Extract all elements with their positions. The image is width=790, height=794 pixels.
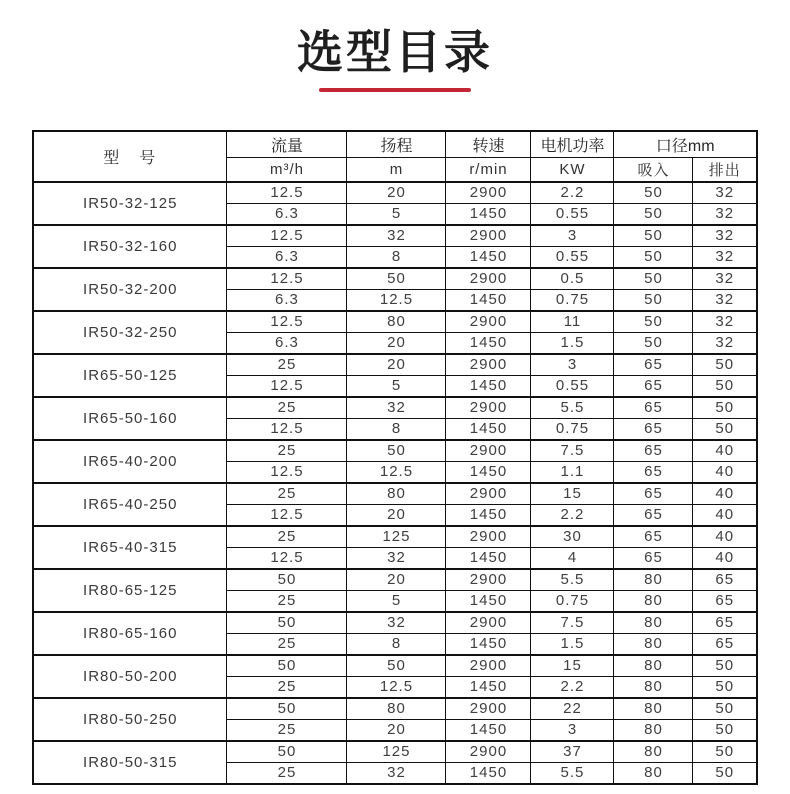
value-cell: 12.5 bbox=[227, 461, 347, 483]
table-row bbox=[33, 182, 757, 204]
value-cell: 3 bbox=[531, 225, 614, 247]
value-cell: 32 bbox=[693, 203, 757, 225]
value-cell: 50 bbox=[693, 762, 757, 784]
value-cell: 6.3 bbox=[227, 246, 347, 268]
col-header-speed: 转速 bbox=[446, 131, 531, 158]
value-cell: 50 bbox=[693, 676, 757, 698]
value-cell: 32 bbox=[347, 612, 446, 634]
value-cell: 12.5 bbox=[227, 547, 347, 569]
value-cell: 2900 bbox=[446, 182, 531, 204]
col-header-model: 型 号 bbox=[33, 131, 227, 182]
value-cell: 80 bbox=[614, 741, 693, 763]
table-header bbox=[33, 131, 757, 182]
value-cell: 12.5 bbox=[347, 289, 446, 311]
value-cell: 30 bbox=[531, 526, 614, 548]
value-cell: 50 bbox=[614, 311, 693, 333]
value-cell: 1450 bbox=[446, 547, 531, 569]
model-cell: IR80-65-125 bbox=[33, 569, 227, 612]
model-cell: IR65-50-125 bbox=[33, 354, 227, 397]
value-cell: 65 bbox=[614, 440, 693, 462]
value-cell: 20 bbox=[347, 504, 446, 526]
table-row bbox=[33, 569, 757, 591]
col-header-diameter: 口径mm bbox=[614, 131, 757, 158]
value-cell: 2900 bbox=[446, 440, 531, 462]
value-cell: 50 bbox=[693, 655, 757, 677]
value-cell: 7.5 bbox=[531, 440, 614, 462]
value-cell: 12.5 bbox=[227, 375, 347, 397]
value-cell: 1450 bbox=[446, 461, 531, 483]
value-cell: 65 bbox=[693, 590, 757, 612]
value-cell: 20 bbox=[347, 354, 446, 376]
value-cell: 3 bbox=[531, 719, 614, 741]
value-cell: 1450 bbox=[446, 418, 531, 440]
model-cell: IR80-50-315 bbox=[33, 741, 227, 784]
value-cell: 8 bbox=[347, 633, 446, 655]
value-cell: 80 bbox=[347, 698, 446, 720]
model-cell: IR65-50-160 bbox=[33, 397, 227, 440]
value-cell: 5 bbox=[347, 203, 446, 225]
selection-table bbox=[32, 130, 758, 785]
value-cell: 1450 bbox=[446, 504, 531, 526]
col-header-flow: 流量 bbox=[227, 131, 347, 158]
table-row bbox=[33, 526, 757, 548]
value-cell: 25 bbox=[227, 633, 347, 655]
value-cell: 0.5 bbox=[531, 268, 614, 290]
value-cell: 65 bbox=[614, 354, 693, 376]
value-cell: 1450 bbox=[446, 762, 531, 784]
model-cell: IR65-40-315 bbox=[33, 526, 227, 569]
value-cell: 80 bbox=[614, 655, 693, 677]
value-cell: 40 bbox=[693, 440, 757, 462]
value-cell: 25 bbox=[227, 483, 347, 505]
value-cell: 2900 bbox=[446, 741, 531, 763]
model-cell: IR50-32-250 bbox=[33, 311, 227, 354]
value-cell: 65 bbox=[614, 526, 693, 548]
value-cell: 65 bbox=[614, 547, 693, 569]
value-cell: 80 bbox=[347, 483, 446, 505]
model-cell: IR65-40-250 bbox=[33, 483, 227, 526]
value-cell: 0.55 bbox=[531, 375, 614, 397]
value-cell: 0.55 bbox=[531, 246, 614, 268]
value-cell: 12.5 bbox=[227, 504, 347, 526]
value-cell: 20 bbox=[347, 182, 446, 204]
value-cell: 40 bbox=[693, 526, 757, 548]
value-cell: 6.3 bbox=[227, 332, 347, 354]
table-row bbox=[33, 483, 757, 505]
value-cell: 2900 bbox=[446, 354, 531, 376]
value-cell: 32 bbox=[693, 289, 757, 311]
value-cell: 32 bbox=[693, 182, 757, 204]
value-cell: 37 bbox=[531, 741, 614, 763]
value-cell: 50 bbox=[693, 741, 757, 763]
value-cell: 50 bbox=[693, 418, 757, 440]
value-cell: 22 bbox=[531, 698, 614, 720]
table-row bbox=[33, 440, 757, 462]
value-cell: 65 bbox=[693, 612, 757, 634]
value-cell: 50 bbox=[227, 569, 347, 591]
title-underline bbox=[319, 88, 471, 92]
value-cell: 80 bbox=[614, 590, 693, 612]
value-cell: 32 bbox=[693, 246, 757, 268]
value-cell: 50 bbox=[227, 698, 347, 720]
value-cell: 2900 bbox=[446, 483, 531, 505]
value-cell: 40 bbox=[693, 461, 757, 483]
value-cell: 80 bbox=[614, 719, 693, 741]
value-cell: 32 bbox=[347, 225, 446, 247]
table-row bbox=[33, 225, 757, 247]
value-cell: 8 bbox=[347, 246, 446, 268]
value-cell: 50 bbox=[693, 397, 757, 419]
value-cell: 65 bbox=[614, 397, 693, 419]
value-cell: 3 bbox=[531, 354, 614, 376]
value-cell: 50 bbox=[347, 440, 446, 462]
value-cell: 1.1 bbox=[531, 461, 614, 483]
value-cell: 50 bbox=[614, 182, 693, 204]
value-cell: 0.55 bbox=[531, 203, 614, 225]
value-cell: 11 bbox=[531, 311, 614, 333]
value-cell: 50 bbox=[693, 354, 757, 376]
value-cell: 1450 bbox=[446, 719, 531, 741]
value-cell: 32 bbox=[693, 268, 757, 290]
value-cell: 25 bbox=[227, 590, 347, 612]
value-cell: 32 bbox=[347, 547, 446, 569]
value-cell: 2900 bbox=[446, 569, 531, 591]
value-cell: 0.75 bbox=[531, 590, 614, 612]
value-cell: 65 bbox=[693, 633, 757, 655]
table-row bbox=[33, 268, 757, 290]
value-cell: 40 bbox=[693, 483, 757, 505]
value-cell: 32 bbox=[347, 762, 446, 784]
table-row bbox=[33, 655, 757, 677]
value-cell: 1450 bbox=[446, 375, 531, 397]
value-cell: 1450 bbox=[446, 289, 531, 311]
value-cell: 65 bbox=[614, 418, 693, 440]
model-cell: IR80-65-160 bbox=[33, 612, 227, 655]
value-cell: 2900 bbox=[446, 397, 531, 419]
value-cell: 1.5 bbox=[531, 633, 614, 655]
value-cell: 50 bbox=[693, 698, 757, 720]
value-cell: 25 bbox=[227, 397, 347, 419]
value-cell: 50 bbox=[227, 741, 347, 763]
model-cell: IR80-50-250 bbox=[33, 698, 227, 741]
value-cell: 2900 bbox=[446, 655, 531, 677]
value-cell: 2.2 bbox=[531, 676, 614, 698]
value-cell: 1450 bbox=[446, 332, 531, 354]
value-cell: 15 bbox=[531, 655, 614, 677]
value-cell: 2900 bbox=[446, 225, 531, 247]
value-cell: 12.5 bbox=[347, 461, 446, 483]
value-cell: 5 bbox=[347, 375, 446, 397]
value-cell: 50 bbox=[347, 268, 446, 290]
value-cell: 12.5 bbox=[227, 182, 347, 204]
table-body bbox=[33, 182, 757, 784]
value-cell: 125 bbox=[347, 741, 446, 763]
value-cell: 65 bbox=[614, 504, 693, 526]
value-cell: 1450 bbox=[446, 590, 531, 612]
table-row bbox=[33, 397, 757, 419]
value-cell: 4 bbox=[531, 547, 614, 569]
value-cell: 65 bbox=[614, 461, 693, 483]
value-cell: 1450 bbox=[446, 203, 531, 225]
value-cell: 80 bbox=[614, 762, 693, 784]
value-cell: 0.75 bbox=[531, 418, 614, 440]
table-row bbox=[33, 741, 757, 763]
value-cell: 25 bbox=[227, 354, 347, 376]
value-cell: 40 bbox=[693, 547, 757, 569]
value-cell: 25 bbox=[227, 526, 347, 548]
value-cell: 125 bbox=[347, 526, 446, 548]
value-cell: 2900 bbox=[446, 311, 531, 333]
model-cell: IR50-32-200 bbox=[33, 268, 227, 311]
value-cell: 12.5 bbox=[227, 418, 347, 440]
value-cell: 80 bbox=[614, 569, 693, 591]
value-cell: 20 bbox=[347, 332, 446, 354]
table-row bbox=[33, 354, 757, 376]
value-cell: 25 bbox=[227, 762, 347, 784]
value-cell: 2900 bbox=[446, 268, 531, 290]
value-cell: 80 bbox=[614, 676, 693, 698]
value-cell: 20 bbox=[347, 719, 446, 741]
value-cell: 32 bbox=[347, 397, 446, 419]
value-cell: 0.75 bbox=[531, 289, 614, 311]
value-cell: 65 bbox=[614, 483, 693, 505]
value-cell: 32 bbox=[693, 332, 757, 354]
col-header-discharge: 排出 bbox=[693, 157, 757, 182]
value-cell: 2900 bbox=[446, 612, 531, 634]
value-cell: 2900 bbox=[446, 526, 531, 548]
col-header-head-unit: m bbox=[347, 157, 446, 182]
value-cell: 80 bbox=[614, 698, 693, 720]
value-cell: 25 bbox=[227, 440, 347, 462]
value-cell: 80 bbox=[614, 612, 693, 634]
value-cell: 25 bbox=[227, 676, 347, 698]
value-cell: 50 bbox=[227, 612, 347, 634]
value-cell: 80 bbox=[347, 311, 446, 333]
col-header-power-unit: KW bbox=[531, 157, 614, 182]
value-cell: 50 bbox=[614, 225, 693, 247]
value-cell: 15 bbox=[531, 483, 614, 505]
value-cell: 5.5 bbox=[531, 569, 614, 591]
col-header-suction: 吸入 bbox=[614, 157, 693, 182]
value-cell: 6.3 bbox=[227, 203, 347, 225]
model-cell: IR80-50-200 bbox=[33, 655, 227, 698]
model-cell: IR65-40-200 bbox=[33, 440, 227, 483]
value-cell: 5 bbox=[347, 590, 446, 612]
value-cell: 50 bbox=[614, 332, 693, 354]
value-cell: 50 bbox=[614, 203, 693, 225]
value-cell: 12.5 bbox=[227, 311, 347, 333]
value-cell: 65 bbox=[693, 569, 757, 591]
col-header-flow-unit: m³/h bbox=[227, 157, 347, 182]
value-cell: 50 bbox=[614, 246, 693, 268]
value-cell: 50 bbox=[227, 655, 347, 677]
value-cell: 2.2 bbox=[531, 182, 614, 204]
value-cell: 5.5 bbox=[531, 762, 614, 784]
value-cell: 32 bbox=[693, 311, 757, 333]
value-cell: 7.5 bbox=[531, 612, 614, 634]
value-cell: 50 bbox=[693, 375, 757, 397]
value-cell: 2900 bbox=[446, 698, 531, 720]
value-cell: 12.5 bbox=[227, 268, 347, 290]
col-header-power: 电机功率 bbox=[531, 131, 614, 158]
value-cell: 50 bbox=[693, 719, 757, 741]
value-cell: 1450 bbox=[446, 676, 531, 698]
value-cell: 6.3 bbox=[227, 289, 347, 311]
table-row bbox=[33, 612, 757, 634]
value-cell: 40 bbox=[693, 504, 757, 526]
value-cell: 2.2 bbox=[531, 504, 614, 526]
value-cell: 12.5 bbox=[227, 225, 347, 247]
value-cell: 25 bbox=[227, 719, 347, 741]
value-cell: 65 bbox=[614, 375, 693, 397]
value-cell: 50 bbox=[614, 289, 693, 311]
value-cell: 5.5 bbox=[531, 397, 614, 419]
page-title: 选型目录 bbox=[297, 26, 493, 78]
model-cell: IR50-32-160 bbox=[33, 225, 227, 268]
value-cell: 50 bbox=[614, 268, 693, 290]
col-header-speed-unit: r/min bbox=[446, 157, 531, 182]
table-row bbox=[33, 311, 757, 333]
value-cell: 20 bbox=[347, 569, 446, 591]
value-cell: 1450 bbox=[446, 246, 531, 268]
value-cell: 50 bbox=[347, 655, 446, 677]
value-cell: 8 bbox=[347, 418, 446, 440]
value-cell: 12.5 bbox=[347, 676, 446, 698]
value-cell: 1.5 bbox=[531, 332, 614, 354]
table-row bbox=[33, 698, 757, 720]
value-cell: 80 bbox=[614, 633, 693, 655]
value-cell: 32 bbox=[693, 225, 757, 247]
col-header-head: 扬程 bbox=[347, 131, 446, 158]
model-cell: IR50-32-125 bbox=[33, 182, 227, 225]
value-cell: 1450 bbox=[446, 633, 531, 655]
